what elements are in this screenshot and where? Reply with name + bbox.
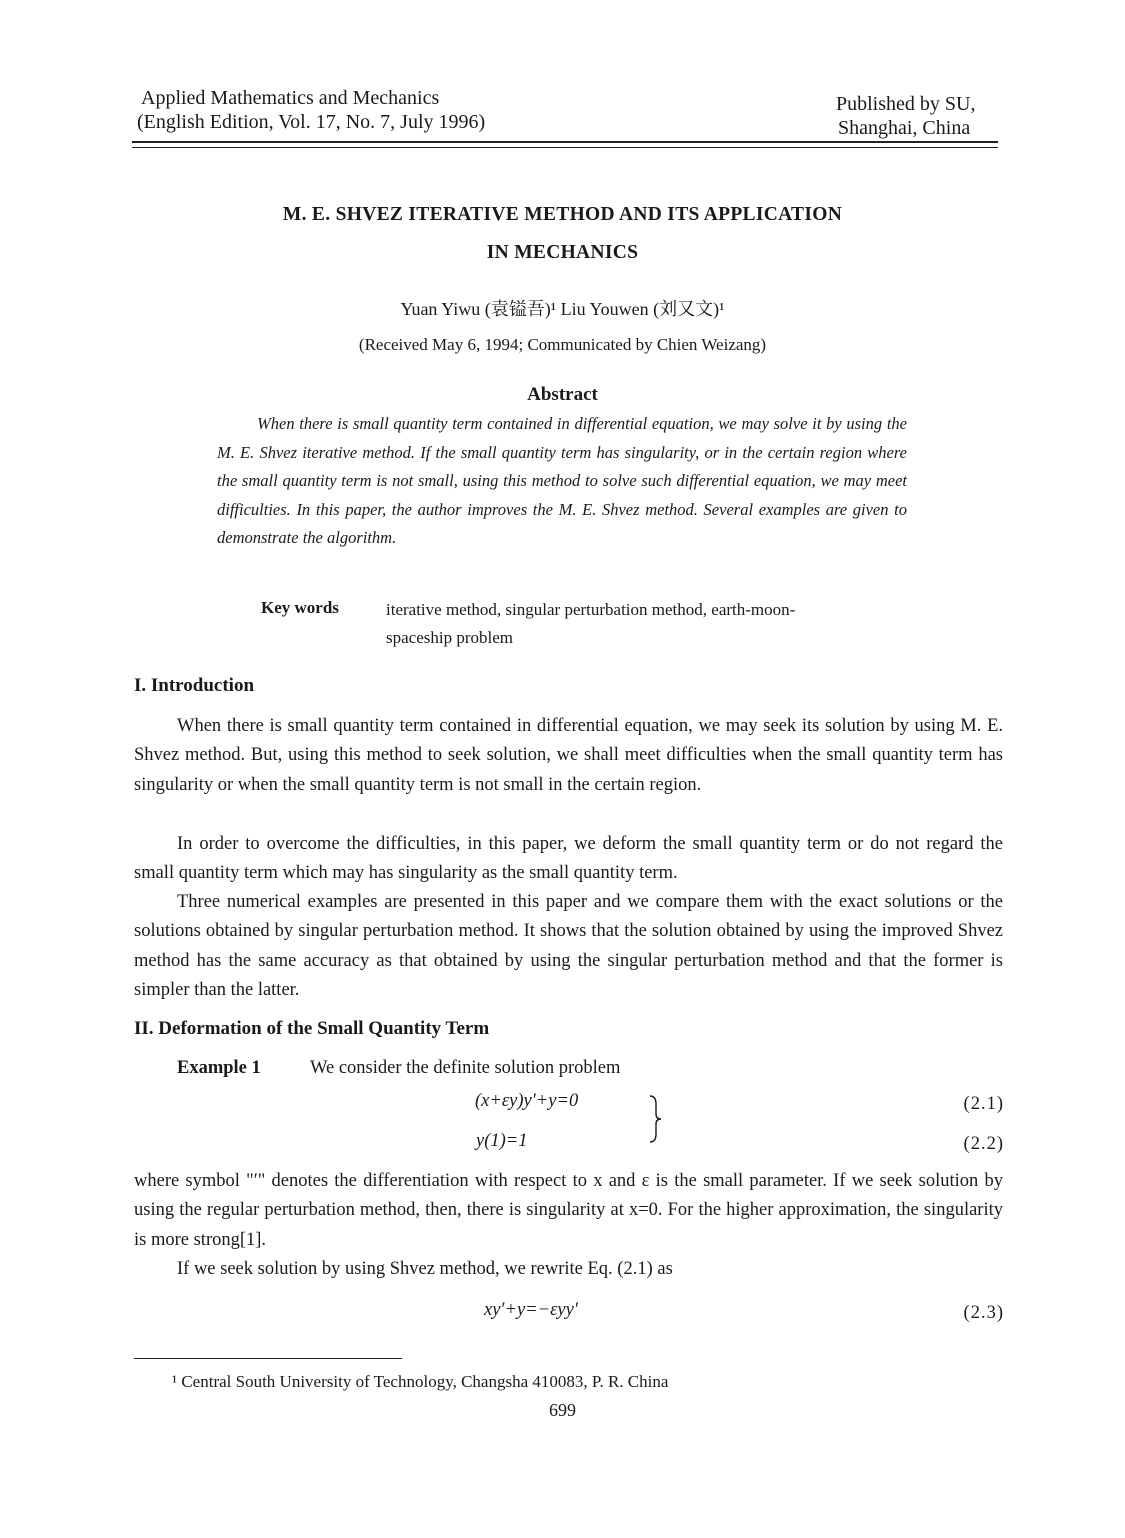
equation-system-brace xyxy=(648,1094,662,1144)
publisher-location: Shanghai, China xyxy=(838,117,971,139)
paragraph-shvez-rewrite: If we seek solution by using Shvez method, we rewrite Eq. (2.1) as xyxy=(177,1259,673,1279)
keywords-line2: spaceship problem xyxy=(386,628,513,647)
journal-edition: (English Edition, Vol. 17, No. 7, July 1996) xyxy=(137,111,486,133)
paper-title-line1: M. E. SHVEZ ITERATIVE METHOD AND ITS APPLICATION xyxy=(282,204,843,225)
header-rule-bottom xyxy=(132,147,998,148)
abstract-heading: Abstract xyxy=(527,384,598,405)
authors: Yuan Yiwu (袁镒吾)¹ Liu Youwen (刘又文)¹ xyxy=(400,299,725,319)
header-rule-top xyxy=(132,141,998,143)
footnote-rule xyxy=(134,1358,402,1359)
intro-paragraph-1: When there is small quantity term contained in differential equation, we may seek its solution by using M. E. Shvez method. But, using this method to seek solution, we shall meet difficulties when the small quantity term has singularity or when the small quantity term is not small in the certain region. xyxy=(134,716,1003,795)
abstract-text: When there is small quantity term contained in differential equation, we may solve it by using the M. E. Shvez iterative method. If the small quantity term has singularity, or in the certain region where the small quantity term is not small, using this method to solve such differential equation, we may meet difficulties. In this paper, the author improves the M. E. Shvez method. Several examples are given to demonstrate the algorithm. xyxy=(217,414,907,548)
equation-number-2-2: (2.2) xyxy=(963,1134,1004,1154)
paper-title-line2: IN MECHANICS xyxy=(486,242,639,263)
example-label: Example 1 xyxy=(177,1058,261,1078)
intro-paragraph-3: Three numerical examples are presented in this paper and we compare them with the exact solutions or the solutions obtained by singular perturbation method. It shows that the solution obtained by using the improved Shvez method has the same accuracy as that obtained by using the singular perturbation method and that the former is simpler than the latter. xyxy=(134,892,1003,1000)
received-date: (Received May 6, 1994; Communicated by Chien Weizang) xyxy=(358,335,767,354)
section-heading-introduction: I. Introduction xyxy=(134,675,255,696)
page-number: 699 xyxy=(549,1400,576,1420)
equation-2-1: (x+εy)y′+y=0 xyxy=(475,1091,579,1111)
paragraph-after-equations: where symbol "′" denotes the differentiation with respect to x and ε is the small parameter. If we seek solution by using the regular perturbation method, then, there is singularity at x=0. For the higher approximation, the singularity is more strong[1]. xyxy=(134,1171,1003,1250)
example-intro-text: We consider the definite solution problem xyxy=(310,1058,621,1078)
footnote-affiliation: ¹ Central South University of Technology, Changsha 410083, P. R. China xyxy=(172,1372,669,1391)
journal-name: Applied Mathematics and Mechanics xyxy=(141,87,440,109)
equation-2-3: xy′+y=−εyy′ xyxy=(484,1300,578,1320)
keywords-line1: iterative method, singular perturbation method, earth-moon- xyxy=(386,600,796,619)
section-heading-deformation: II. Deformation of the Small Quantity Term xyxy=(134,1018,490,1039)
publisher: Published by SU, xyxy=(836,93,976,115)
equation-2-2: y(1)=1 xyxy=(476,1131,528,1151)
keywords-label: Key words xyxy=(261,598,339,617)
equation-number-2-1: (2.1) xyxy=(963,1094,1004,1114)
equation-number-2-3: (2.3) xyxy=(963,1303,1004,1323)
intro-paragraph-2: In order to overcome the difficulties, in this paper, we deform the small quantity term or do not regard the small quantity term which may has singularity as the small quantity term. xyxy=(134,834,1003,884)
